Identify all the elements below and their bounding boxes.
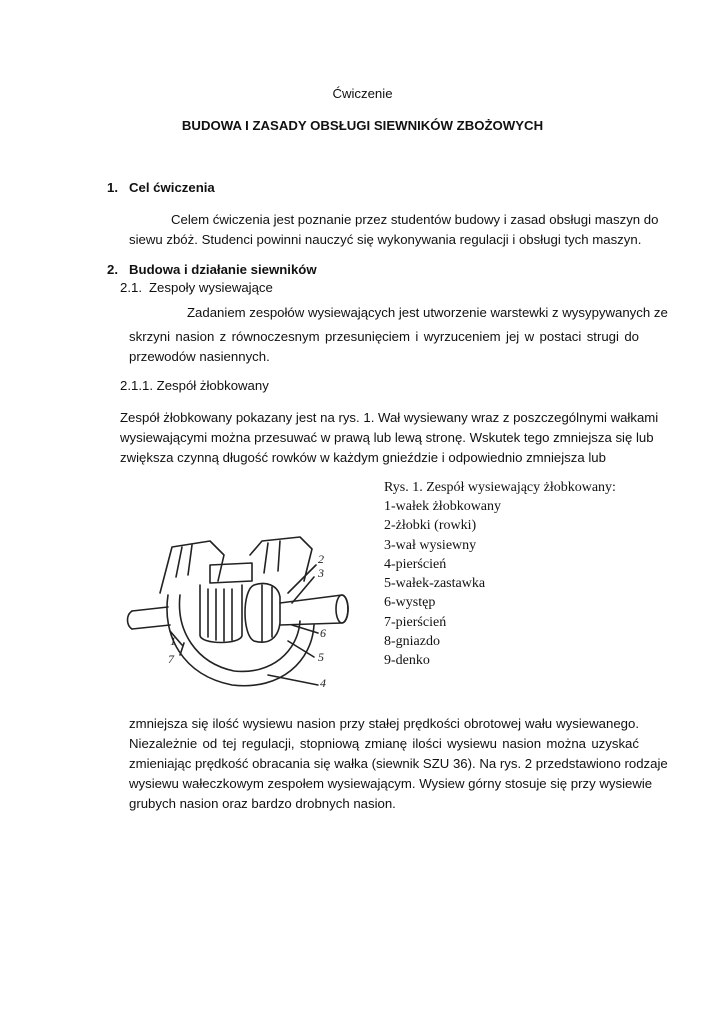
document-title: BUDOWA I ZASADY OBSŁUGI SIEWNIKÓW ZBOŻOWYCH (181, 118, 544, 133)
subsection-2-1-1-line-2: wysiewającymi można przesuwać w prawą lub lewą stronę. Wskutek tego zmniejsza się lub (120, 430, 654, 445)
seed-drill-figure (92, 485, 362, 705)
figure-label-1: 1 (170, 634, 176, 648)
legend-item: 3-wał wysiewny (384, 537, 477, 553)
continuation-line-2: Niezależnie od tej regulacji, stopniową zmianę ilości wysiewu nasion można uzyskać (129, 736, 639, 751)
section-1-title: Cel ćwiczenia (129, 180, 215, 195)
subsection-2-1-1-title: 2.1.1. Zespół żłobkowany (120, 378, 269, 393)
subsection-2-1-1-line-1: Zespół żłobkowany pokazany jest na rys. 1. Wał wysiewany wraz z poszczególnymi wałkami (120, 410, 659, 425)
legend-item: 9-denko (384, 653, 430, 669)
legend-item: 2-żłobki (rowki) (384, 518, 477, 534)
figure-label-5: 5 (318, 650, 324, 664)
subsection-2-1-number: 2.1. (120, 280, 142, 295)
legend-item: 8-gniazdo (384, 634, 440, 650)
section-1-line-1: Celem ćwiczenia jest poznanie przez studentów budowy i zasad obsługi maszyn do (171, 212, 659, 227)
section-2-number: 2. (107, 262, 118, 277)
continuation-line-1: zmniejsza się ilość wysiewu nasion przy stałej prędkości obrotowej wału wysiewanego. (129, 716, 639, 731)
section-1-line-2: siewu zbóż. Studenci powinni nauczyć się wykonywania regulacji i obsługi tych maszyn. (129, 232, 642, 247)
figure-legend (384, 497, 501, 671)
subsection-2-1-title: Zespoły wysiewające (149, 280, 273, 295)
legend-item: 5-wałek-zastawka (384, 576, 486, 592)
figure-caption: Rys. 1. Zespół wysiewający żłobkowany: (384, 480, 616, 495)
continuation-line-3: zmieniając prędkość obracania się wałka (siewnik SZU 36). Na rys. 2 przedstawiono rodzaje (129, 756, 668, 771)
continuation-line-5: grubych nasion oraz bardzo drobnych nasion. (129, 796, 396, 811)
exercise-label: Ćwiczenie (332, 86, 393, 101)
figure-label-3: 3 (318, 566, 324, 580)
continuation-line-4: wysiewu wałeczkowym zespołem wysiewającym. Wysiew górny stosuje się przy wysiewie (129, 776, 653, 791)
figure-label-4: 4 (320, 676, 326, 690)
legend-item: 7-pierścień (384, 614, 447, 630)
right-bracket (250, 537, 312, 581)
subsection-2-1-line-3: przewodów nasiennych. (129, 349, 270, 364)
figure-label-2: 2 (318, 552, 324, 566)
figure-label-7: 7 (168, 652, 174, 666)
subsection-2-1-line-1: Zadaniem zespołów wysiewających jest utworzenie warstewki z wysypywanych ze (187, 305, 668, 320)
section-1-number: 1. (107, 180, 118, 195)
figure-label-6: 6 (320, 626, 326, 640)
legend-item: 4-pierścień (384, 556, 447, 572)
legend-item: 1-wałek żłobkowany (384, 499, 502, 514)
fluted-roller (200, 585, 242, 643)
subsection-2-1-1-line-3: zwiększa czynną długość rowków w każdym gnieździe i odpowiednio zmniejsza lub (120, 450, 606, 465)
legend-item: 6-występ (384, 595, 436, 611)
subsection-2-1-line-2: skrzyni nasion z równoczesnym przesunięciem i wyrzuceniem jej w postaci strugi do (129, 329, 639, 344)
section-2-title: Budowa i działanie siewników (129, 262, 317, 277)
